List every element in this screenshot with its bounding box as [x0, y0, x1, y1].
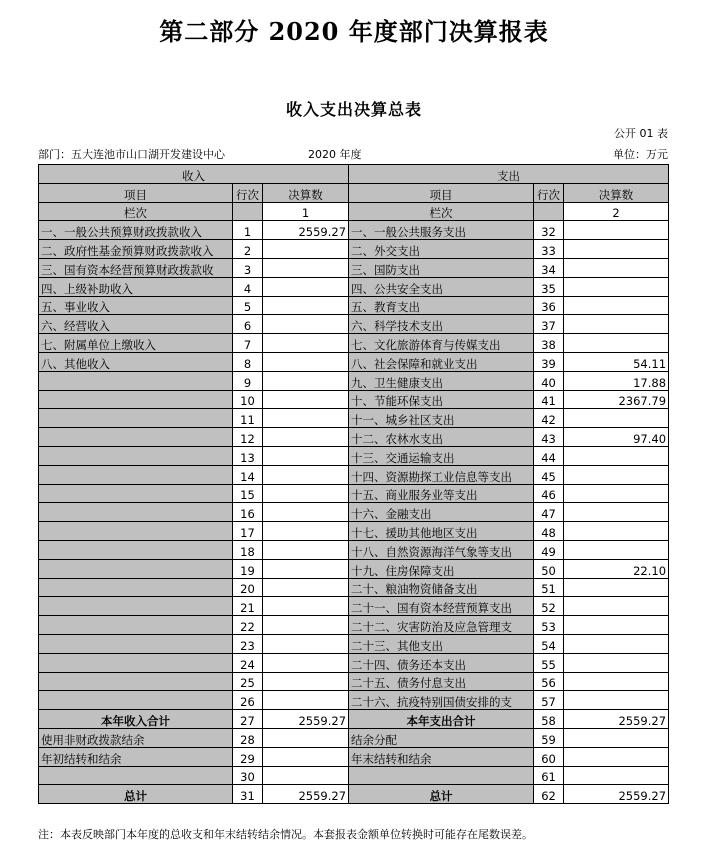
income-amount-cell — [263, 352, 349, 371]
income-amount-cell — [263, 334, 349, 353]
expense-line-cell: 59 — [534, 728, 564, 747]
income-line-cell: 29 — [233, 747, 263, 766]
expense-line-cell: 41 — [534, 390, 564, 409]
expense-amount-cell — [564, 522, 669, 541]
expense-amount-cell — [564, 221, 669, 240]
income-item-cell — [39, 409, 233, 428]
table-row — [39, 221, 669, 240]
income-amount-cell: 2559.27 — [263, 710, 349, 729]
income-amount-cell — [263, 728, 349, 747]
table-row — [39, 277, 669, 296]
income-item-cell — [39, 522, 233, 541]
expense-amount-cell — [564, 540, 669, 559]
table-row — [39, 653, 669, 672]
expense-amount-cell — [564, 465, 669, 484]
income-amount-cell — [263, 691, 349, 710]
income-amount-cell — [263, 390, 349, 409]
expense-item-cell: 十六、金融支出 — [349, 503, 534, 522]
expense-line-cell: 50 — [534, 559, 564, 578]
income-item-cell: 三、国有资本经营预算财政拨款收 — [39, 258, 233, 277]
expense-line-cell: 52 — [534, 597, 564, 616]
income-line-cell: 28 — [233, 728, 263, 747]
expense-amount-cell — [564, 634, 669, 653]
table-row — [39, 446, 669, 465]
expense-line-cell: 45 — [534, 465, 564, 484]
expense-line-cell: 42 — [534, 409, 564, 428]
income-line-cell: 7 — [233, 334, 263, 353]
expense-line-cell: 48 — [534, 522, 564, 541]
income-line-cell: 6 — [233, 315, 263, 334]
expense-line-cell: 40 — [534, 371, 564, 390]
expense-item-cell: 总计 — [349, 785, 534, 804]
table-row — [39, 334, 669, 353]
expense-line-cell: 34 — [534, 258, 564, 277]
expense-line-cell: 39 — [534, 352, 564, 371]
income-amount-cell: 2559.27 — [263, 221, 349, 240]
expense-line-cell: 38 — [534, 334, 564, 353]
table-row — [39, 597, 669, 616]
income-line-cell: 27 — [233, 710, 263, 729]
income-column-number: 1 — [263, 202, 349, 221]
form-number: 公开 01 表 — [614, 127, 668, 140]
income-item-cell — [39, 691, 233, 710]
expense-amount-cell — [564, 672, 669, 691]
expense-item-cell: 三、国防支出 — [349, 258, 534, 277]
expense-item-cell: 十九、住房保障支出 — [349, 559, 534, 578]
income-item-cell — [39, 559, 233, 578]
income-line-cell: 18 — [233, 540, 263, 559]
income-item-cell: 五、事业收入 — [39, 296, 233, 315]
income-amount-cell — [263, 522, 349, 541]
income-amount-cell — [263, 559, 349, 578]
expense-line-cell: 44 — [534, 446, 564, 465]
table-row — [39, 315, 669, 334]
income-amount-header: 决算数 — [263, 183, 349, 202]
income-item-cell — [39, 616, 233, 635]
income-line-cell: 2 — [233, 240, 263, 259]
table-row — [39, 540, 669, 559]
expense-item-cell: 九、卫生健康支出 — [349, 371, 534, 390]
table-row — [39, 728, 669, 747]
income-line-cell: 12 — [233, 428, 263, 447]
expense-amount-cell — [564, 296, 669, 315]
income-line-cell: 11 — [233, 409, 263, 428]
income-item-cell: 八、其他收入 — [39, 352, 233, 371]
income-item-header: 项目 — [39, 183, 233, 202]
expense-amount-cell — [564, 315, 669, 334]
expense-item-cell: 四、公共安全支出 — [349, 277, 534, 296]
expense-amount-cell — [564, 503, 669, 522]
expense-column-number: 2 — [564, 202, 669, 221]
income-item-cell — [39, 540, 233, 559]
income-amount-cell — [263, 315, 349, 334]
table-row — [39, 616, 669, 635]
income-amount-cell — [263, 428, 349, 447]
income-amount-cell — [263, 634, 349, 653]
income-line-cell: 23 — [233, 634, 263, 653]
expense-item-cell: 二、外交支出 — [349, 240, 534, 259]
table-row — [39, 747, 669, 766]
income-amount-cell — [263, 446, 349, 465]
table-row — [39, 503, 669, 522]
expense-line-cell: 43 — [534, 428, 564, 447]
expense-amount-cell: 54.11 — [564, 352, 669, 371]
expense-amount-cell — [564, 691, 669, 710]
income-item-cell: 六、经营收入 — [39, 315, 233, 334]
income-amount-cell — [263, 258, 349, 277]
income-item-cell: 一、一般公共预算财政拨款收入 — [39, 221, 233, 240]
expense-column-no-label: 栏次 — [349, 202, 534, 221]
income-line-cell: 22 — [233, 616, 263, 635]
income-line-cell: 16 — [233, 503, 263, 522]
expense-item-cell: 十五、商业服务业等支出 — [349, 484, 534, 503]
page-title: 第二部分 2020 年度部门决算报表 — [159, 17, 549, 46]
income-item-cell — [39, 371, 233, 390]
income-amount-cell — [263, 653, 349, 672]
expense-amount-cell — [564, 728, 669, 747]
income-amount-cell — [263, 597, 349, 616]
header-row-column-numbers — [39, 202, 669, 221]
expense-line-cell: 61 — [534, 766, 564, 785]
expense-item-cell: 本年支出合计 — [349, 710, 534, 729]
income-amount-cell — [263, 540, 349, 559]
income-item-cell — [39, 578, 233, 597]
fiscal-year: 2020 年度 — [308, 148, 362, 161]
income-item-cell — [39, 672, 233, 691]
income-item-cell — [39, 503, 233, 522]
table-row — [39, 428, 669, 447]
expense-amount-cell — [564, 334, 669, 353]
header-row-columns — [39, 183, 669, 202]
expense-item-cell: 二十一、国有资本经营预算支出 — [349, 597, 534, 616]
expense-item-cell: 一、一般公共服务支出 — [349, 221, 534, 240]
table-row — [39, 352, 669, 371]
income-item-cell — [39, 634, 233, 653]
income-item-cell: 七、附属单位上缴收入 — [39, 334, 233, 353]
expense-item-cell: 年末结转和结余 — [349, 747, 534, 766]
income-line-cell: 31 — [233, 785, 263, 804]
expense-line-cell: 37 — [534, 315, 564, 334]
expense-amount-cell: 22.10 — [564, 559, 669, 578]
income-amount-cell — [263, 409, 349, 428]
expense-line-cell: 55 — [534, 653, 564, 672]
table-row — [39, 409, 669, 428]
expense-item-cell: 二十、粮油物资储备支出 — [349, 578, 534, 597]
income-amount-cell — [263, 371, 349, 390]
income-line-cell: 19 — [233, 559, 263, 578]
expense-line-cell: 35 — [534, 277, 564, 296]
expense-item-cell: 二十六、抗疫特别国债安排的支 — [349, 691, 534, 710]
income-amount-cell — [263, 484, 349, 503]
income-line-cell: 20 — [233, 578, 263, 597]
income-line-cell: 15 — [233, 484, 263, 503]
table-title: 收入支出决算总表 — [285, 100, 422, 119]
expense-item-cell: 二十四、债务还本支出 — [349, 653, 534, 672]
table-row — [39, 465, 669, 484]
expense-amount-cell — [564, 653, 669, 672]
income-item-cell — [39, 597, 233, 616]
expense-line-blank — [534, 202, 564, 221]
expense-line-cell: 47 — [534, 503, 564, 522]
income-line-cell: 5 — [233, 296, 263, 315]
expense-amount-cell: 2559.27 — [564, 785, 669, 804]
expense-amount-cell — [564, 578, 669, 597]
table-row — [39, 390, 669, 409]
expense-amount-header: 决算数 — [564, 183, 669, 202]
income-item-cell — [39, 766, 233, 785]
table-row — [39, 672, 669, 691]
income-item-cell: 二、政府性基金预算财政拨款收入 — [39, 240, 233, 259]
expense-line-cell: 60 — [534, 747, 564, 766]
expense-item-cell: 五、教育支出 — [349, 296, 534, 315]
expense-item-cell: 十四、资源勘探工业信息等支出 — [349, 465, 534, 484]
table-row — [39, 766, 669, 785]
income-line-cell: 25 — [233, 672, 263, 691]
income-amount-cell — [263, 747, 349, 766]
income-expense-table — [38, 164, 669, 804]
expense-section-header: 支出 — [349, 165, 669, 184]
income-line-cell: 10 — [233, 390, 263, 409]
income-line-cell: 3 — [233, 258, 263, 277]
footnote: 注：本表反映部门本年度的总收支和年末结转结余情况。本套报表金额单位转换时可能存在尾数误差。 — [38, 828, 533, 841]
expense-item-cell: 十一、城乡社区支出 — [349, 409, 534, 428]
currency-unit: 单位：万元 — [613, 148, 668, 161]
income-amount-cell — [263, 578, 349, 597]
expense-item-cell — [349, 766, 534, 785]
income-item-cell — [39, 446, 233, 465]
table-row — [39, 710, 669, 729]
income-item-cell: 使用非财政拨款结余 — [39, 728, 233, 747]
expense-line-cell: 53 — [534, 616, 564, 635]
income-amount-cell — [263, 277, 349, 296]
expense-amount-cell — [564, 240, 669, 259]
table-row — [39, 240, 669, 259]
income-column-no-label: 栏次 — [39, 202, 233, 221]
table-row — [39, 296, 669, 315]
expense-item-cell: 二十五、债务付息支出 — [349, 672, 534, 691]
expense-amount-cell — [564, 766, 669, 785]
expense-item-cell: 十二、农林水支出 — [349, 428, 534, 447]
table-row — [39, 578, 669, 597]
expense-line-cell: 49 — [534, 540, 564, 559]
income-line-blank — [233, 202, 263, 221]
income-line-cell: 30 — [233, 766, 263, 785]
income-item-cell — [39, 390, 233, 409]
expense-item-cell: 二十三、其他支出 — [349, 634, 534, 653]
expense-item-cell: 十三、交通运输支出 — [349, 446, 534, 465]
expense-line-cell: 32 — [534, 221, 564, 240]
expense-amount-cell — [564, 616, 669, 635]
income-item-cell: 年初结转和结余 — [39, 747, 233, 766]
income-line-cell: 17 — [233, 522, 263, 541]
income-line-cell: 24 — [233, 653, 263, 672]
table-row — [39, 785, 669, 804]
expense-item-cell: 七、文化旅游体育与传媒支出 — [349, 334, 534, 353]
income-line-cell: 9 — [233, 371, 263, 390]
income-amount-cell — [263, 465, 349, 484]
expense-line-cell: 54 — [534, 634, 564, 653]
income-amount-cell — [263, 296, 349, 315]
income-item-cell: 四、上级补助收入 — [39, 277, 233, 296]
expense-amount-cell — [564, 446, 669, 465]
expense-item-cell: 结余分配 — [349, 728, 534, 747]
expense-line-header: 行次 — [534, 183, 564, 202]
expense-amount-cell — [564, 747, 669, 766]
expense-amount-cell — [564, 258, 669, 277]
table-row — [39, 484, 669, 503]
income-amount-cell — [263, 766, 349, 785]
expense-amount-cell — [564, 597, 669, 616]
income-amount-cell — [263, 616, 349, 635]
header-row-section — [39, 165, 669, 184]
expense-item-cell: 八、社会保障和就业支出 — [349, 352, 534, 371]
department-label: 部门：五大连池市山口湖开发建设中心 — [38, 148, 225, 161]
table-row — [39, 691, 669, 710]
expense-line-cell: 58 — [534, 710, 564, 729]
income-item-cell — [39, 428, 233, 447]
table-row — [39, 559, 669, 578]
income-line-cell: 1 — [233, 221, 263, 240]
income-item-cell: 本年收入合计 — [39, 710, 233, 729]
expense-line-cell: 62 — [534, 785, 564, 804]
expense-item-cell: 十、节能环保支出 — [349, 390, 534, 409]
expense-line-cell: 56 — [534, 672, 564, 691]
expense-amount-cell — [564, 484, 669, 503]
income-section-header: 收入 — [39, 165, 349, 184]
expense-line-cell: 33 — [534, 240, 564, 259]
income-line-header: 行次 — [233, 183, 263, 202]
expense-item-cell: 十七、援助其他地区支出 — [349, 522, 534, 541]
income-amount-cell — [263, 240, 349, 259]
income-line-cell: 13 — [233, 446, 263, 465]
table-row — [39, 258, 669, 277]
expense-item-header: 项目 — [349, 183, 534, 202]
income-item-cell — [39, 484, 233, 503]
expense-line-cell: 51 — [534, 578, 564, 597]
expense-amount-cell: 2559.27 — [564, 710, 669, 729]
expense-item-cell: 二十二、灾害防治及应急管理支 — [349, 616, 534, 635]
expense-amount-cell — [564, 277, 669, 296]
income-line-cell: 4 — [233, 277, 263, 296]
income-amount-cell — [263, 672, 349, 691]
income-item-cell: 总计 — [39, 785, 233, 804]
expense-line-cell: 36 — [534, 296, 564, 315]
expense-amount-cell: 2367.79 — [564, 390, 669, 409]
income-amount-cell — [263, 503, 349, 522]
expense-amount-cell — [564, 409, 669, 428]
expense-line-cell: 46 — [534, 484, 564, 503]
income-line-cell: 14 — [233, 465, 263, 484]
income-line-cell: 26 — [233, 691, 263, 710]
income-amount-cell: 2559.27 — [263, 785, 349, 804]
expense-item-cell: 十八、自然资源海洋气象等支出 — [349, 540, 534, 559]
income-line-cell: 8 — [233, 352, 263, 371]
expense-amount-cell: 17.88 — [564, 371, 669, 390]
table-row — [39, 371, 669, 390]
expense-line-cell: 57 — [534, 691, 564, 710]
income-line-cell: 21 — [233, 597, 263, 616]
income-item-cell — [39, 653, 233, 672]
income-item-cell — [39, 465, 233, 484]
table-row — [39, 634, 669, 653]
table-row — [39, 522, 669, 541]
expense-amount-cell: 97.40 — [564, 428, 669, 447]
expense-item-cell: 六、科学技术支出 — [349, 315, 534, 334]
